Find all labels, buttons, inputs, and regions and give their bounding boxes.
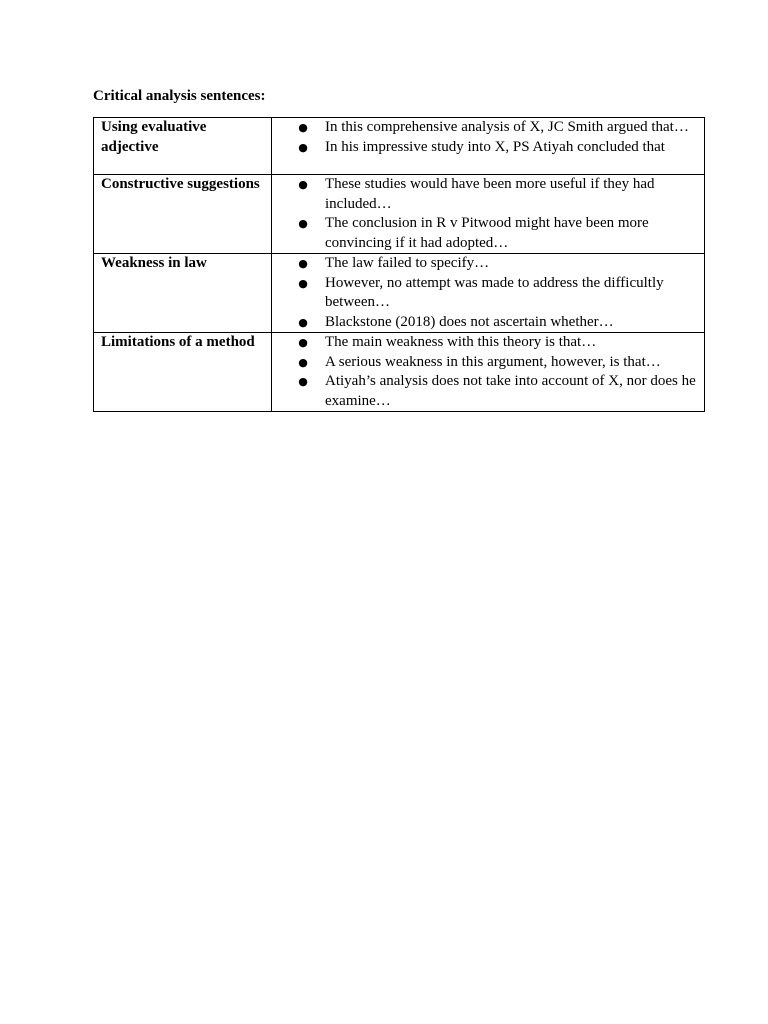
bullet-icon: ● [298, 257, 308, 270]
table-row [94, 254, 705, 333]
row-label: Using evaluative adjective [94, 118, 272, 175]
row-label: Weakness in law [94, 254, 272, 333]
bullet-list [272, 175, 698, 253]
table-row [94, 118, 705, 175]
list-item [272, 333, 698, 353]
bullet-list [272, 118, 698, 157]
list-item [272, 313, 698, 333]
bullet-icon: ● [298, 336, 308, 349]
bullet-icon: ● [298, 178, 308, 191]
bullet-icon: ● [298, 217, 308, 230]
list-item-text: In his impressive study into X, PS Atiyah concluded that [325, 138, 665, 155]
list-item [272, 274, 698, 313]
list-item-text: Atiyah’s analysis does not take into account of X, nor does he examine… [325, 373, 696, 409]
row-content [272, 254, 705, 333]
row-content [272, 175, 705, 254]
bullet-icon: ● [298, 276, 308, 290]
list-item-text: Blackstone (2018) does not ascertain whether… [325, 313, 614, 330]
page-title: Critical analysis sentences: [93, 88, 266, 104]
row-content [272, 118, 705, 175]
row-content [272, 333, 705, 412]
list-item-text: The conclusion in R v Pitwood might have been more convincing if it had adopted… [325, 215, 649, 251]
table-row [94, 175, 705, 254]
row-label: Limitations of a method [94, 333, 272, 412]
list-item-text: The law failed to specify… [325, 255, 490, 271]
list-item-text: These studies would have been more useful if they had included… [325, 176, 655, 212]
list-item [272, 254, 698, 274]
analysis-table [93, 117, 705, 412]
list-item-text: A serious weakness in this argument, however, is that… [325, 353, 661, 370]
bullet-icon: ● [298, 121, 308, 134]
row-label: Constructive suggestions [94, 175, 272, 254]
list-item [272, 372, 698, 411]
bullet-icon: ● [298, 375, 308, 388]
list-item [272, 214, 698, 253]
bullet-icon: ● [298, 140, 308, 154]
bullet-icon: ● [298, 355, 308, 369]
bullet-list [272, 333, 698, 411]
list-item-text: However, no attempt was made to address the difficultly between… [325, 274, 664, 310]
table-row [94, 333, 705, 412]
bullet-icon: ● [298, 315, 308, 329]
list-item [272, 118, 698, 138]
list-item [272, 353, 698, 373]
list-item [272, 175, 698, 214]
list-item [272, 138, 698, 158]
list-item-text: In this comprehensive analysis of X, JC Smith argued that… [325, 119, 689, 135]
list-item-text: The main weakness with this theory is that… [325, 334, 597, 350]
bullet-list [272, 254, 698, 332]
